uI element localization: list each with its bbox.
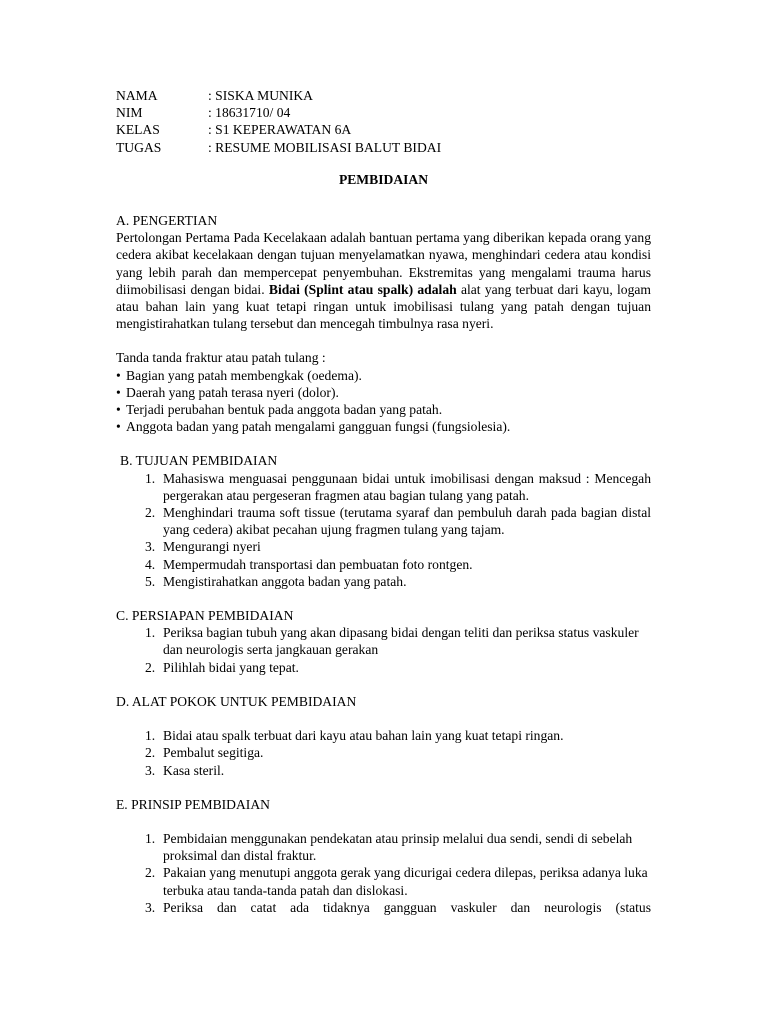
section-alat-pokok	[116, 693, 651, 779]
bullet-icon: •	[116, 419, 121, 435]
list-item	[116, 744, 651, 761]
list-item	[116, 556, 651, 573]
list-item-text: Mempermudah transportasi dan pembuatan foto rontgen.	[163, 556, 473, 572]
list-number: 4.	[145, 556, 156, 572]
list-number: 3.	[145, 899, 156, 915]
list-item-text: Pilihlah bidai yang tepat.	[163, 659, 299, 675]
list-item	[116, 899, 651, 916]
header-row-nim	[116, 104, 651, 121]
bullet-icon: •	[116, 367, 121, 383]
paragraph-text: alat yang terbuat dari kayu, logam atau bahan lain yang kuat tetapi ringan untuk imobilisasi tulang yang patah dengan tujuan mengistirahatkan tulang tersebut dan mencegah timbulnya rasa nyeri.	[116, 281, 651, 332]
header-value: : 18631710/ 04	[208, 105, 291, 121]
list-number: 1.	[145, 830, 156, 846]
numbered-list	[116, 830, 651, 916]
document-page	[116, 87, 651, 916]
header-row-tugas	[116, 139, 651, 156]
list-item	[116, 367, 651, 384]
list-item	[116, 864, 651, 898]
header-row-nama	[116, 87, 651, 104]
list-number: 3.	[145, 762, 156, 778]
header-key: KELAS	[116, 122, 160, 138]
header-row-kelas	[116, 121, 651, 138]
header-block	[116, 87, 651, 156]
list-item-text: Pakaian yang menutupi anggota gerak yang dicurigai cedera dilepas, periksa adanya luka terbuka atau tanda-tanda patah dan dislokasi.	[163, 865, 648, 898]
bold-term: Bidai (Splint atau spalk) adalah	[268, 281, 457, 297]
list-item	[116, 624, 651, 658]
list-number: 5.	[145, 573, 156, 589]
section-heading: B. TUJUAN PEMBIDAIAN	[120, 453, 278, 469]
section-heading: C. PERSIAPAN PEMBIDAIAN	[116, 608, 294, 624]
section-persiapan	[116, 607, 651, 676]
list-item-text: Daerah yang patah terasa nyeri (dolor).	[126, 384, 339, 400]
list-item	[116, 830, 651, 864]
list-item-text: Bidai atau spalk terbuat dari kayu atau bahan lain yang kuat tetapi ringan.	[163, 728, 564, 744]
section-prinsip	[116, 796, 651, 916]
list-item	[116, 470, 651, 504]
list-item-text: Pembidaian menggunakan pendekatan atau prinsip melalui dua sendi, sendi di sebelah proksimal dan distal fraktur.	[163, 830, 633, 864]
numbered-list	[116, 470, 651, 590]
list-item-text: Periksa bagian tubuh yang akan dipasang bidai dengan teliti dan periksa status vaskuler dan neurologis serta jangkauan gerakan	[163, 625, 639, 658]
list-item	[116, 538, 651, 555]
list-item-text: Mengistirahatkan anggota badan yang patah.	[163, 573, 407, 589]
list-item-text: Mahasiswa menguasai penggunaan bidai untuk imobilisasi dengan maksud : Mencegah pergerakan atau pergeseran fragmen atau bagian tulang yang patah.	[163, 470, 651, 503]
list-number: 2.	[145, 745, 156, 761]
list-item-text: Periksa dan catat ada tidaknya gangguan vaskuler dan neurologis (status	[163, 899, 651, 915]
list-item	[116, 418, 651, 435]
paragraph-text: Pertolongan Pertama Pada Kecelakaan adalah bantuan pertama yang diberikan kepada orang yang cedera akibat kecelakaan dengan tujuan menyelamatkan nyawa, menghindari cedera atau kondisi yang lebih parah dan mempercepat penyembuhan. Ekstremitas yang mengalami trauma harus diimobilisasi dengan bidai.	[116, 230, 651, 297]
section-pengertian	[116, 212, 651, 435]
list-item	[116, 727, 651, 744]
list-number: 1.	[145, 470, 156, 486]
header-value: : RESUME MOBILISASI BALUT BIDAI	[208, 139, 442, 155]
list-item-text: Anggota badan yang patah mengalami gangguan fungsi (fungsiolesia).	[126, 419, 511, 435]
bullet-icon: •	[116, 402, 121, 418]
list-item-text: Menghindari trauma soft tissue (terutama syaraf dan pembuluh darah pada bagian distal yang cedera) akibat pecahan ujung fragmen tulang yang tajam.	[163, 505, 651, 538]
list-number: 1.	[145, 625, 156, 641]
list-number: 2.	[145, 505, 156, 521]
header-value: : SISKA MUNIKA	[208, 88, 313, 103]
definition-paragraph	[116, 229, 651, 332]
header-key: TUGAS	[116, 139, 162, 155]
header-key: NAMA	[116, 88, 158, 103]
header-key: NIM	[116, 105, 143, 121]
list-item-text: Kasa steril.	[163, 762, 225, 778]
section-heading: D. ALAT POKOK UNTUK PEMBIDAIAN	[116, 693, 357, 709]
signs-intro: Tanda tanda fraktur atau patah tulang :	[116, 350, 326, 366]
list-item	[116, 384, 651, 401]
list-item	[116, 762, 651, 779]
list-item	[116, 401, 651, 418]
list-item	[116, 659, 651, 676]
list-number: 1.	[145, 728, 156, 744]
list-number: 2.	[145, 659, 156, 675]
list-number: 3.	[145, 539, 156, 555]
list-item-text: Bagian yang patah membengkak (oedema).	[126, 367, 362, 383]
section-tujuan	[116, 452, 651, 590]
list-item	[116, 504, 651, 538]
list-item-text: Mengurangi nyeri	[163, 539, 261, 555]
numbered-list	[116, 727, 651, 779]
section-heading: A. PENGERTIAN	[116, 213, 218, 229]
header-value: : S1 KEPERAWATAN 6A	[208, 122, 352, 138]
list-item	[116, 573, 651, 590]
document-title: PEMBIDAIAN	[338, 171, 429, 187]
bullet-icon: •	[116, 384, 121, 400]
list-number: 2.	[145, 865, 156, 881]
section-heading: E. PRINSIP PEMBIDAIAN	[116, 796, 270, 812]
list-item-text: Pembalut segitiga.	[163, 745, 264, 761]
list-item-text: Terjadi perubahan bentuk pada anggota badan yang patah.	[126, 402, 443, 418]
numbered-list	[116, 624, 651, 676]
